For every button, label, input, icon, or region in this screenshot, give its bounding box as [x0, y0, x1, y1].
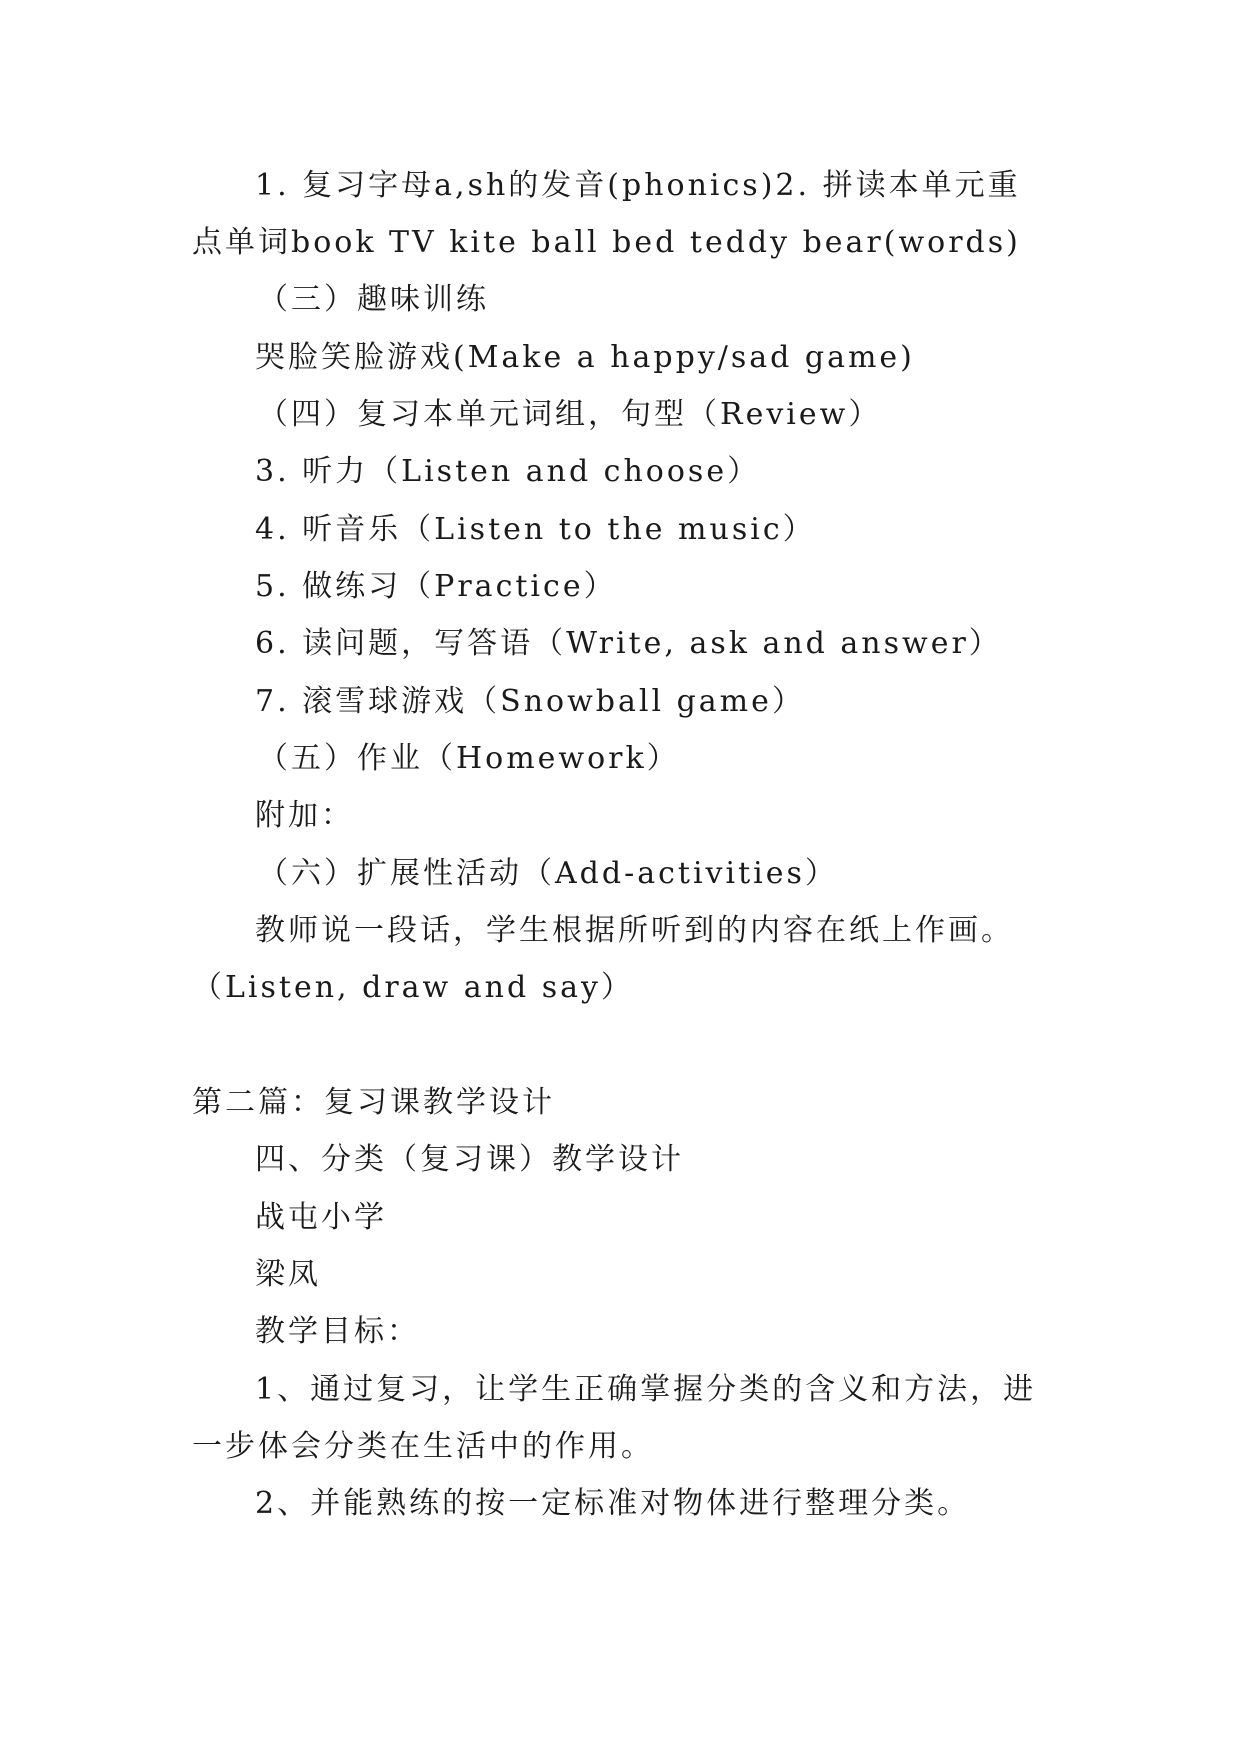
text-line: 哭脸笑脸游戏(Make a happy/sad game): [255, 340, 915, 375]
text-line: （Listen, draw and say）: [192, 970, 634, 1005]
section-heading: （三）趣味训练: [258, 282, 489, 317]
text-line: 教学目标：: [255, 1314, 420, 1349]
list-item: 3. 听力（Listen and choose）: [255, 454, 761, 489]
text-line: 梁凤: [255, 1257, 321, 1292]
text-line: 2、并能熟练的按一定标准对物体进行整理分类。: [255, 1486, 971, 1521]
section-heading: （五）作业（Homework）: [258, 741, 680, 776]
text-line: 战屯小学: [255, 1200, 387, 1235]
text-line: 1、通过复习，让学生正确掌握分类的含义和方法，进: [255, 1372, 1037, 1407]
text-line: 点单词book TV kite ball bed teddy bear(words): [192, 225, 1021, 260]
section-heading: （四）复习本单元词组，句型（Review）: [258, 397, 882, 432]
text-line: 教师说一段话，学生根据所听到的内容在纸上作画。: [255, 913, 1014, 948]
list-item: 4. 听音乐（Listen to the music）: [255, 512, 816, 547]
text-line: 1. 复习字母a,sh的发音(phonics)2. 拼读本单元重: [255, 168, 1021, 203]
chapter-title: 第二篇：复习课教学设计: [192, 1085, 555, 1120]
list-item: 6. 读问题，写答语（Write, ask and answer）: [255, 626, 1002, 661]
section-heading: 四、分类（复习课）教学设计: [255, 1142, 684, 1177]
text-line: 附加：: [255, 798, 354, 833]
section-heading: （六）扩展性活动（Add-activities）: [258, 856, 838, 891]
text-line: 一步体会分类在生活中的作用。: [192, 1429, 654, 1464]
list-item: 5. 做练习（Practice）: [255, 569, 617, 604]
list-item: 7. 滚雪球游戏（Snowball game）: [255, 684, 805, 719]
